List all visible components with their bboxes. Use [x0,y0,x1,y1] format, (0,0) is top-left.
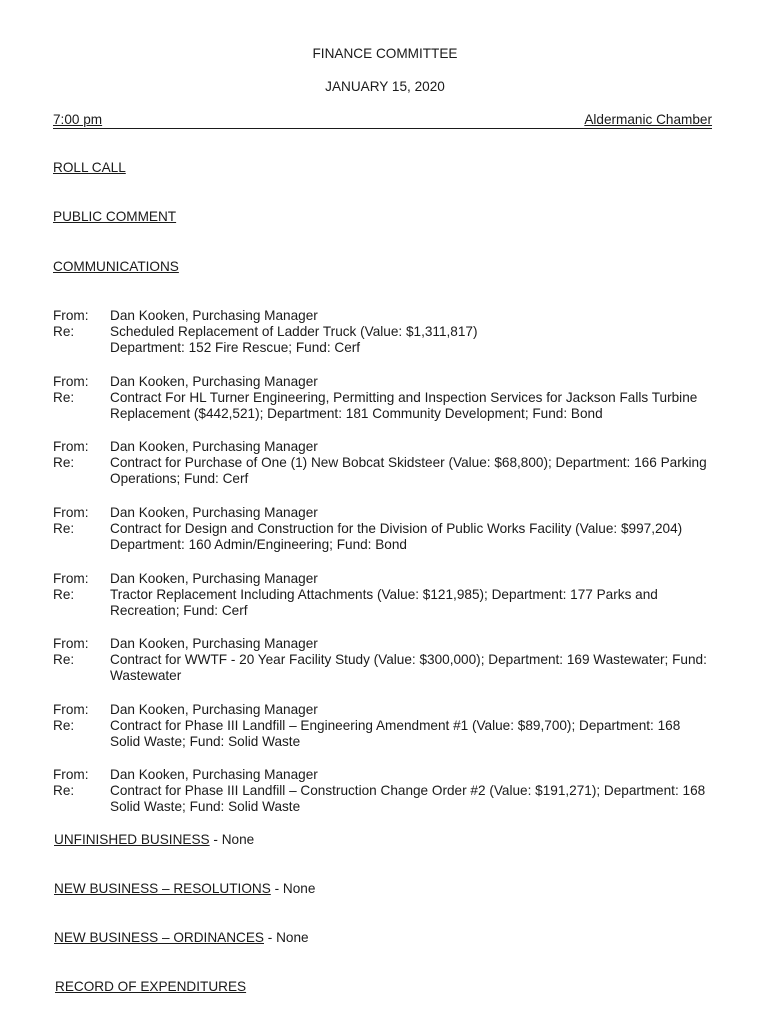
meeting-date: JANUARY 15, 2020 [325,79,445,94]
from-value: Dan Kooken, Purchasing Manager [110,571,318,586]
re-label: Re: [53,783,75,798]
time-location-line [53,112,712,129]
re-label: Re: [53,652,75,667]
from-value: Dan Kooken, Purchasing Manager [110,505,318,520]
from-value: Dan Kooken, Purchasing Manager [110,767,318,782]
from-label: From: [53,636,89,651]
re-value-line: Department: 152 Fire Rescue; Fund: Cerf [110,340,361,355]
communication-item [53,571,723,619]
meeting-location: Aldermanic Chamber [584,112,712,127]
communication-item [53,636,723,684]
public-comment-heading: PUBLIC COMMENT [53,209,177,224]
from-value: Dan Kooken, Purchasing Manager [110,439,318,454]
re-value-line: Scheduled Replacement of Ladder Truck (Value: $1,311,817) [110,324,478,339]
new-business-ordinances-section [54,930,309,946]
from-label: From: [53,702,89,717]
from-value: Dan Kooken, Purchasing Manager [110,374,318,389]
re-label: Re: [53,324,75,339]
new-business-ordinances-heading: NEW BUSINESS – ORDINANCES [54,930,264,945]
meeting-time: 7:00 pm [53,112,103,127]
re-value-line: Operations; Fund: Cerf [110,471,249,486]
re-value-line: Contract for Phase III Landfill – Engineering Amendment #1 (Value: $89,700); Department: 168 [110,718,681,733]
from-label: From: [53,767,89,782]
from-label: From: [53,374,89,389]
communication-item [53,374,723,422]
from-label: From: [53,308,89,323]
new-business-resolutions-status: - None [270,881,316,896]
unfinished-business-section [54,832,254,848]
communication-item [53,702,723,750]
re-value-line: Solid Waste; Fund: Solid Waste [110,799,301,814]
communications-heading: COMMUNICATIONS [53,259,179,274]
communication-item [53,505,723,553]
from-value: Dan Kooken, Purchasing Manager [110,636,318,651]
re-value-line: Wastewater [110,668,182,683]
re-value-line: Department: 160 Admin/Engineering; Fund: Bond [110,537,407,552]
new-business-resolutions-heading: NEW BUSINESS – RESOLUTIONS [54,881,271,896]
re-value-line: Contract for Phase III Landfill – Construction Change Order #2 (Value: $191,271); Department: 168 [110,783,706,798]
from-value: Dan Kooken, Purchasing Manager [110,308,318,323]
re-value-line: Contract for Purchase of One (1) New Bobcat Skidsteer (Value: $68,800); Department: 166 Parking [110,455,707,470]
re-label: Re: [53,455,75,470]
re-value-line: Replacement ($442,521); Department: 181 Community Development; Fund: Bond [110,406,603,421]
communication-item [53,439,723,487]
roll-call-heading: ROLL CALL [53,160,126,175]
re-label: Re: [53,587,75,602]
new-business-ordinances-status: - None [264,930,309,945]
record-of-expenditures-heading: RECORD OF EXPENDITURES [55,979,247,994]
unfinished-business-heading: UNFINISHED BUSINESS [54,832,210,847]
from-label: From: [53,505,89,520]
from-label: From: [53,439,89,454]
re-value-line: Contract for WWTF - 20 Year Facility Study (Value: $300,000); Department: 169 Wastewater; Fund: [110,652,707,667]
re-value-line: Contract For HL Turner Engineering, Permitting and Inspection Services for Jackson Falls Turbine [110,390,698,405]
re-label: Re: [53,521,75,536]
from-value: Dan Kooken, Purchasing Manager [110,702,318,717]
communication-item [53,308,723,356]
document-title: FINANCE COMMITTEE [312,46,458,61]
from-label: From: [53,571,89,586]
re-value-line: Tractor Replacement Including Attachments (Value: $121,985); Department: 177 Parks and [110,587,658,602]
unfinished-business-status: - None [209,832,255,847]
re-label: Re: [53,718,75,733]
re-label: Re: [53,390,75,405]
re-value-line: Recreation; Fund: Cerf [110,603,248,618]
re-value-line: Solid Waste; Fund: Solid Waste [110,734,301,749]
new-business-resolutions-section [54,881,315,897]
re-value-line: Contract for Design and Construction for the Division of Public Works Facility (Value: $997,204) [110,521,683,536]
communication-item [53,767,723,815]
